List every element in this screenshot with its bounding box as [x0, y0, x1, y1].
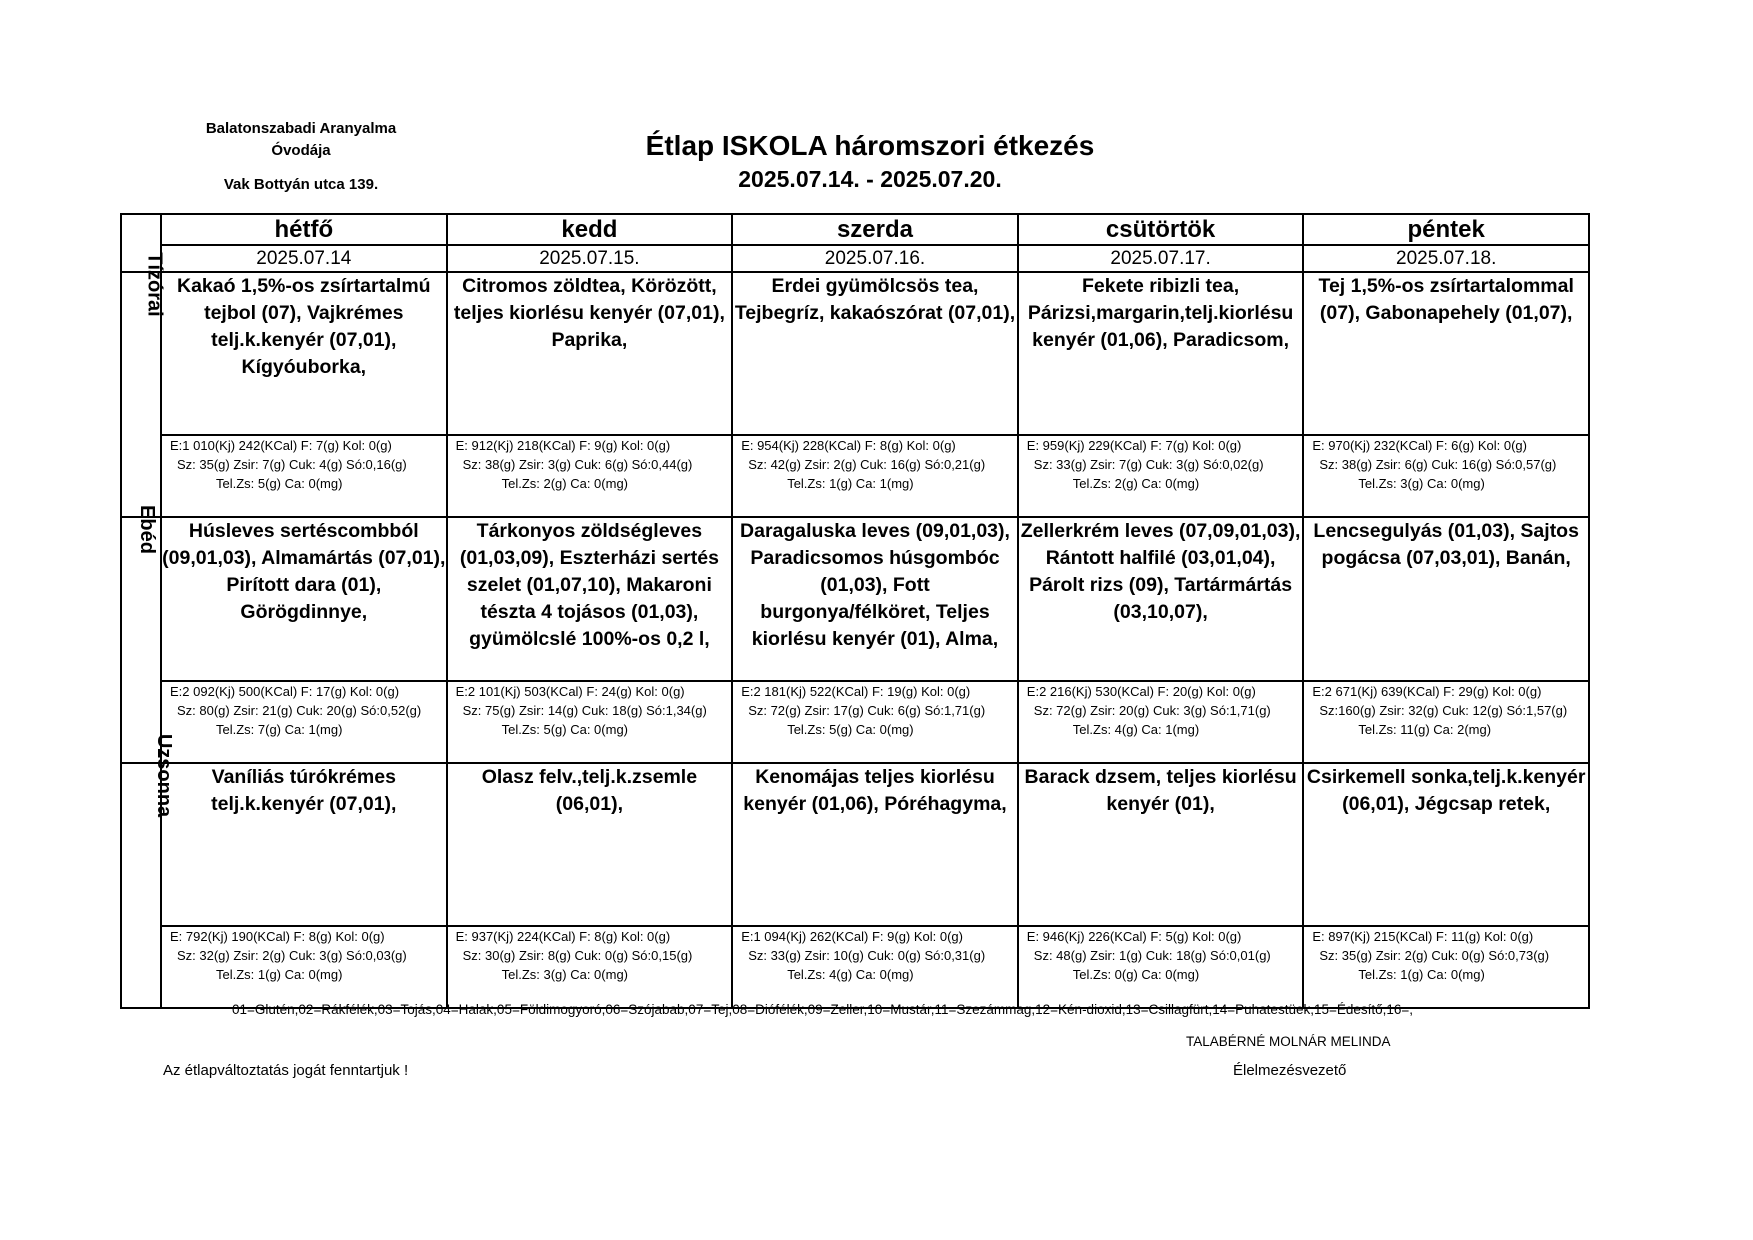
- nutrition-cell: [1303, 926, 1589, 1008]
- nutrition-energy: E:2 092(Kj) 500(KCal) F: 17(g) Kol: 0(g): [170, 684, 400, 699]
- allergen-legend: 01=Glutén,02=Rákfélék,03=Tojás,04=Halak,05=Földimogyoró,06=Szójabab,07=Tej,08=Diófélék,09=Zeller,10=Mustár,11=Szezámmag,12=Kén-dioxid,13=Csillagfürt,14=Puhatestüek,15=Édesítő,16=,: [232, 1002, 1414, 1017]
- food-cell: Barack dzsem, teljes kiorlésu kenyér (01),: [1018, 763, 1304, 926]
- nutrition-energy: E: 897(Kj) 215(KCal) F: 11(g) Kol: 0(g): [1312, 929, 1534, 944]
- food-cell: Fekete ribizli tea, Párizsi,margarin,telj.kiorlésu kenyér (01,06), Paradicsom,: [1018, 272, 1304, 435]
- menu-title-block: [560, 128, 1180, 194]
- day-date-tuesday: 2025.07.15.: [447, 245, 733, 272]
- meal-label-uzsonna: [121, 733, 176, 1008]
- nutrition-fat-calcium: Tel.Zs: 3(g) Ca: 0(mg): [1358, 476, 1485, 491]
- institution-name-line1: Balatonszabadi Aranyalma: [205, 120, 397, 137]
- nutrition-fat-calcium: Tel.Zs: 1(g) Ca: 0(mg): [1358, 967, 1485, 982]
- nutrition-macros: Sz: 42(g) Zsir: 2(g) Cuk: 16(g) Só:0,21(g): [748, 457, 986, 472]
- nutrition-energy: E: 946(Kj) 226(KCal) F: 5(g) Kol: 0(g): [1026, 929, 1242, 944]
- nutrition-macros: Sz: 48(g) Zsir: 1(g) Cuk: 18(g) Só:0,01(g): [1033, 948, 1271, 963]
- food-cell: Citromos zöldtea, Körözött, teljes kiorlésu kenyér (07,01), Paprika,: [447, 272, 733, 435]
- nutrition-cell: [1018, 435, 1304, 517]
- nutrition-macros: Sz: 33(g) Zsir: 10(g) Cuk: 0(g) Só:0,31(g): [748, 948, 986, 963]
- nutrition-cell: [732, 681, 1018, 763]
- change-notice: Az étlapváltoztatás jogát fenntartjuk !: [163, 1062, 409, 1079]
- nutrition-macros: Sz: 30(g) Zsir: 8(g) Cuk: 0(g) Só:0,15(g): [462, 948, 693, 963]
- nutrition-macros: Sz: 72(g) Zsir: 17(g) Cuk: 6(g) Só:1,71(g): [748, 703, 986, 718]
- nutrition-fat-calcium: Tel.Zs: 0(g) Ca: 0(mg): [1072, 967, 1200, 982]
- nutrition-fat-calcium: Tel.Zs: 4(g) Ca: 0(mg): [787, 967, 914, 982]
- nutrition-fat-calcium: Tel.Zs: 2(g) Ca: 0(mg): [1072, 476, 1200, 491]
- nutrition-energy: E:2 216(Kj) 530(KCal) F: 20(g) Kol: 0(g): [1026, 684, 1256, 699]
- food-cell: Daragaluska leves (09,01,03), Paradicsomos húsgombóc (01,03), Fott burgonya/félköret, Teljes kiorlésu kenyér (01), Alma,: [732, 517, 1018, 681]
- nutrition-energy: E: 970(Kj) 232(KCal) F: 6(g) Kol: 0(g): [1312, 438, 1527, 453]
- nutrition-fat-calcium: Tel.Zs: 1(g) Ca: 0(mg): [216, 967, 343, 982]
- food-cell: Erdei gyümölcsös tea, Tejbegríz, kakaószórat (07,01),: [732, 272, 1018, 435]
- food-cell: Tej 1,5%-os zsírtartalommal (07), Gabonapehely (01,07),: [1303, 272, 1589, 435]
- nutrition-energy: E: 937(Kj) 224(KCal) F: 8(g) Kol: 0(g): [455, 929, 671, 944]
- meal-nutrition-row: [121, 926, 1589, 1008]
- signatory-name: TALABÉRNÉ MOLNÁR MELINDA: [1186, 1034, 1391, 1049]
- nutrition-fat-calcium: Tel.Zs: 11(g) Ca: 2(mg): [1358, 722, 1492, 737]
- nutrition-fat-calcium: Tel.Zs: 7(g) Ca: 1(mg): [216, 722, 343, 737]
- day-name-row: [121, 214, 1589, 245]
- nutrition-macros: Sz: 32(g) Zsir: 2(g) Cuk: 3(g) Só:0,03(g): [177, 948, 407, 963]
- food-cell: Lencsegulyás (01,03), Sajtos pogácsa (07,03,01), Banán,: [1303, 517, 1589, 681]
- nutrition-fat-calcium: Tel.Zs: 5(g) Ca: 0(mg): [787, 722, 914, 737]
- nutrition-cell: [1018, 681, 1304, 763]
- day-date-wednesday: 2025.07.16.: [732, 245, 1018, 272]
- food-cell: Kakaó 1,5%-os zsírtartalmú tejbol (07), Vajkrémes telj.k.kenyér (07,01), Kígyóuborka,: [161, 272, 447, 435]
- nutrition-macros: Sz: 80(g) Zsir: 21(g) Cuk: 20(g) Só:0,52(g): [177, 703, 422, 718]
- food-cell: Vaníliás túrókrémes telj.k.kenyér (07,01),: [161, 763, 447, 926]
- nutrition-fat-calcium: Tel.Zs: 4(g) Ca: 1(mg): [1072, 722, 1200, 737]
- day-name-wednesday: szerda: [732, 214, 1018, 245]
- nutrition-energy: E: 959(Kj) 229(KCal) F: 7(g) Kol: 0(g): [1026, 438, 1242, 453]
- nutrition-cell: [732, 926, 1018, 1008]
- day-name-friday: péntek: [1303, 214, 1589, 245]
- meal-food-row: [121, 272, 1589, 435]
- nutrition-energy: E:2 181(Kj) 522(KCal) F: 19(g) Kol: 0(g): [741, 684, 971, 699]
- nutrition-cell: [161, 435, 447, 517]
- menu-period: 2025.07.14. - 2025.07.20.: [738, 166, 1002, 192]
- food-cell: Zellerkrém leves (07,09,01,03), Rántott halfilé (03,01,04), Párolt rizs (09), Tartármártás (03,10,07),: [1018, 517, 1304, 681]
- nutrition-cell: [161, 681, 447, 763]
- food-cell: Csirkemell sonka,telj.k.kenyér (06,01), Jégcsap retek,: [1303, 763, 1589, 926]
- date-row: [121, 245, 1589, 272]
- day-date-monday: 2025.07.14: [161, 245, 447, 272]
- food-cell: Olasz felv.,telj.k.zsemle (06,01),: [447, 763, 733, 926]
- nutrition-energy: E: 954(Kj) 228(KCal) F: 8(g) Kol: 0(g): [741, 438, 956, 453]
- nutrition-cell: [447, 435, 733, 517]
- nutrition-energy: E: 792(Kj) 190(KCal) F: 8(g) Kol: 0(g): [170, 929, 385, 944]
- nutrition-fat-calcium: Tel.Zs: 2(g) Ca: 0(mg): [501, 476, 629, 491]
- nutrition-cell: [161, 926, 447, 1008]
- meal-nutrition-row: [121, 681, 1589, 763]
- nutrition-fat-calcium: Tel.Zs: 5(g) Ca: 0(mg): [501, 722, 629, 737]
- nutrition-cell: [1018, 926, 1304, 1008]
- meal-label-ebed: [121, 505, 161, 763]
- nutrition-macros: Sz: 75(g) Zsir: 14(g) Cuk: 18(g) Só:1,34(g): [462, 703, 707, 718]
- nutrition-energy: E:1 094(Kj) 262(KCal) F: 9(g) Kol: 0(g): [741, 929, 963, 944]
- day-date-thursday: 2025.07.17.: [1018, 245, 1304, 272]
- nutrition-macros: Sz: 38(g) Zsir: 3(g) Cuk: 6(g) Só:0,44(g): [462, 457, 693, 472]
- nutrition-cell: [1303, 435, 1589, 517]
- meal-nutrition-row: [121, 435, 1589, 517]
- nutrition-macros: Sz: 35(g) Zsir: 2(g) Cuk: 0(g) Só:0,73(g): [1319, 948, 1550, 963]
- day-name-monday: hétfő: [161, 214, 447, 245]
- nutrition-macros: Sz: 72(g) Zsir: 20(g) Cuk: 3(g) Só:1,71(g): [1033, 703, 1271, 718]
- food-cell: Kenomájas teljes kiorlésu kenyér (01,06), Póréhagyma,: [732, 763, 1018, 926]
- day-date-friday: 2025.07.18.: [1303, 245, 1589, 272]
- nutrition-cell: [732, 435, 1018, 517]
- nutrition-fat-calcium: Tel.Zs: 5(g) Ca: 0(mg): [216, 476, 343, 491]
- food-cell: Tárkonyos zöldségleves (01,03,09), Eszterházi sertés szelet (01,07,10), Makaroni tészta 4 tojásos (01,03), gyümölcslé 100%-os 0,2 l,: [447, 517, 733, 681]
- nutrition-energy: E: 912(Kj) 218(KCal) F: 9(g) Kol: 0(g): [455, 438, 671, 453]
- meal-label-text: Tízórai: [143, 252, 166, 317]
- nutrition-fat-calcium: Tel.Zs: 3(g) Ca: 0(mg): [501, 967, 629, 982]
- institution-block: [180, 118, 422, 196]
- institution-name-line2: Óvodája: [271, 142, 331, 159]
- nutrition-cell: [1303, 681, 1589, 763]
- nutrition-energy: E:2 101(Kj) 503(KCal) F: 24(g) Kol: 0(g): [455, 684, 685, 699]
- weekly-menu-table: [120, 213, 1590, 1009]
- meal-label-tizorai: [121, 252, 166, 517]
- nutrition-cell: [447, 926, 733, 1008]
- institution-address: Vak Bottyán utca 139.: [223, 176, 379, 193]
- nutrition-cell: [447, 681, 733, 763]
- day-name-tuesday: kedd: [447, 214, 733, 245]
- nutrition-energy: E:1 010(Kj) 242(KCal) F: 7(g) Kol: 0(g): [170, 438, 392, 453]
- nutrition-energy: E:2 671(Kj) 639(KCal) F: 29(g) Kol: 0(g): [1312, 684, 1542, 699]
- nutrition-macros: Sz: 35(g) Zsir: 7(g) Cuk: 4(g) Só:0,16(g): [177, 457, 407, 472]
- meal-food-row: [121, 763, 1589, 926]
- signatory-role: Élelmezésvezető: [1233, 1062, 1347, 1079]
- nutrition-fat-calcium: Tel.Zs: 1(g) Ca: 1(mg): [787, 476, 914, 491]
- nutrition-macros: Sz: 38(g) Zsir: 6(g) Cuk: 16(g) Só:0,57(g): [1319, 457, 1557, 472]
- food-cell: Húsleves sertéscombból (09,01,03), Almamártás (07,01), Pirított dara (01), Görögdinnye,: [161, 517, 447, 681]
- day-name-thursday: csütörtök: [1018, 214, 1304, 245]
- meal-label-text: Uzsonna: [153, 733, 176, 818]
- page-title: Étlap ISKOLA háromszori étkezés: [645, 130, 1095, 161]
- meal-label-text: Ebéd: [135, 505, 158, 554]
- nutrition-macros: Sz:160(g) Zsir: 32(g) Cuk: 12(g) Só:1,57(g): [1319, 703, 1568, 718]
- meal-food-row: [121, 517, 1589, 681]
- nutrition-macros: Sz: 33(g) Zsir: 7(g) Cuk: 3(g) Só:0,02(g): [1033, 457, 1264, 472]
